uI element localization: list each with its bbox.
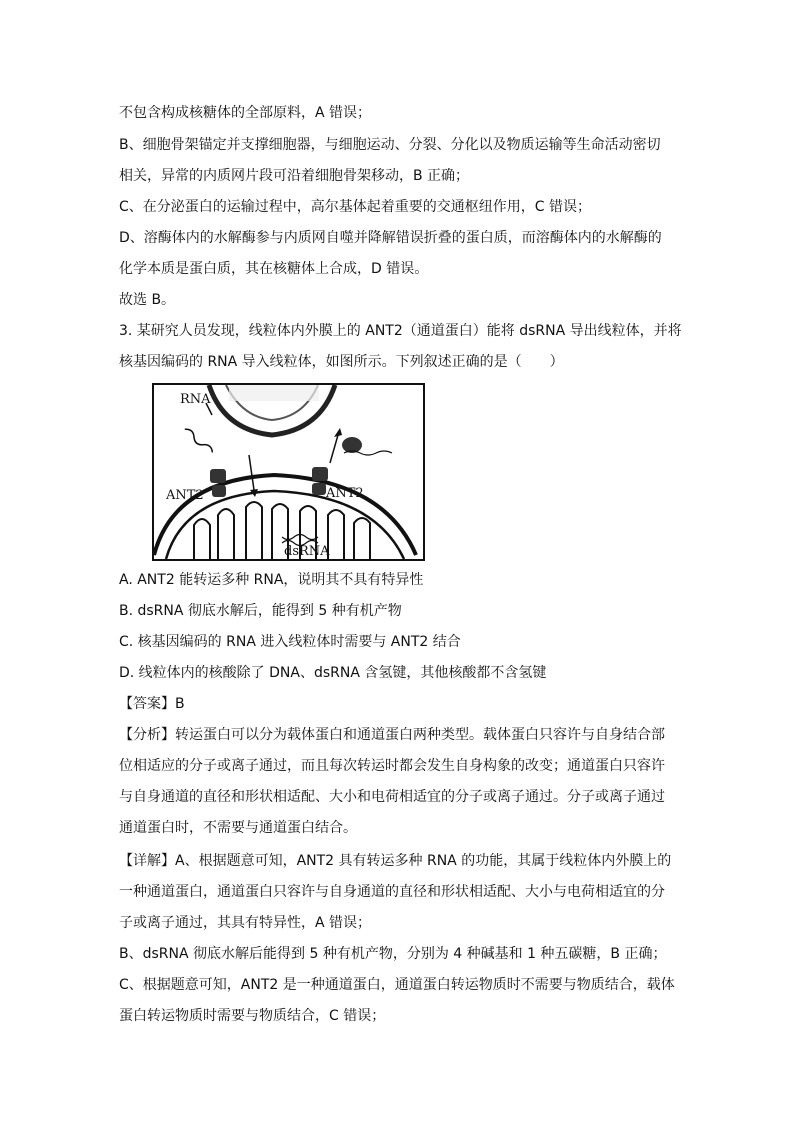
detail-text: B、dsRNA 彻底水解后能得到 5 种有机产物，分别为 4 种碱基和 1 种五碳糖，B 正确； xyxy=(119,946,667,962)
option-c: C. 核基因编码的 RNA 进入线粒体时需要与 ANT2 结合 xyxy=(119,634,461,650)
analysis-text: 位相适应的分子或离子通过，而且每次转运时都会发生自身构象的改变；通道蛋白只容许 xyxy=(119,758,665,774)
question-stem: 3. 某研究人员发现，线粒体内外膜上的 ANT2（通道蛋白）能将 dsRNA 导出线粒体，并将 xyxy=(119,323,682,339)
rna-strand xyxy=(183,427,214,455)
text-line: 不包含构成核糖体的全部原料，A 错误； xyxy=(119,105,372,121)
ant2-right-label: ANT2 xyxy=(326,486,364,501)
text-line: 故选 B。 xyxy=(119,292,176,308)
analysis-text: 通道蛋白时，不需要与通道蛋白结合。 xyxy=(119,820,357,836)
mitochondria-diagram xyxy=(152,383,425,561)
cristae xyxy=(194,502,370,559)
ant2-left-label: ANT2 xyxy=(166,488,204,503)
text-line: 化学本质是蛋白质，其在核糖体上合成，D 错误。 xyxy=(119,261,429,277)
text-line: D、溶酶体内的水解酶参与内质网自噬并降解错误折叠的蛋白质，而溶酶体内的水解酶的 xyxy=(119,230,662,246)
analysis-text: 与自身通道的直径和形状相适配、大小和电荷相适宜的分子或离子通过。分子或离子通过 xyxy=(119,789,665,805)
detail-text: C、根据题意可知，ANT2 是一种通道蛋白，通道蛋白转运物质时不需要与物质结合，载体 xyxy=(119,977,675,993)
detail-text: 子或离子通过，其具有特异性，A 错误； xyxy=(119,915,372,931)
option-d: D. 线粒体内的核酸除了 DNA、dsRNA 含氢键，其他核酸都不含氢键 xyxy=(119,665,547,681)
option-b: B. dsRNA 彻底水解后，能得到 5 种有机产物 xyxy=(119,603,402,619)
text-line: 相关，异常的内质网片段可沿着细胞骨架移动，B 正确； xyxy=(119,168,470,184)
question-stem: 核基因编码的 RNA 导入线粒体，如图所示。下列叙述正确的是（ ） xyxy=(119,354,564,370)
option-a: A. ANT2 能转运多种 RNA，说明其不具有特异性 xyxy=(119,572,424,588)
text-line: C、在分泌蛋白的运输过程中，高尔基体起着重要的交通枢纽作用，C 错误； xyxy=(119,199,591,215)
detail-text: 一种通道蛋白，通道蛋白只容许与自身通道的直径和形状相适配、大小与电荷相适宜的分 xyxy=(119,884,665,900)
answer: 【答案】B xyxy=(119,696,185,712)
detail-text: 蛋白转运物质时需要与物质结合，C 错误； xyxy=(119,1008,386,1024)
ant2-right-channel xyxy=(312,467,328,481)
text-line: B、细胞骨架锚定并支撑细胞器，与细胞运动、分裂、分化以及物质运输等生命活动密切 xyxy=(119,137,661,153)
ant2-left-channel xyxy=(210,469,226,483)
detail-text: 【详解】A、根据题意可知，ANT2 具有转运多种 RNA 的功能，其属于线粒体内外膜上的 xyxy=(119,853,672,869)
dsrna-label: dsRNA xyxy=(284,544,330,559)
rna-label: RNA xyxy=(180,392,211,407)
analysis-text: 【分析】转运蛋白可以分为载体蛋白和通道蛋白两种类型。载体蛋白只容许与自身结合部 xyxy=(119,727,665,743)
